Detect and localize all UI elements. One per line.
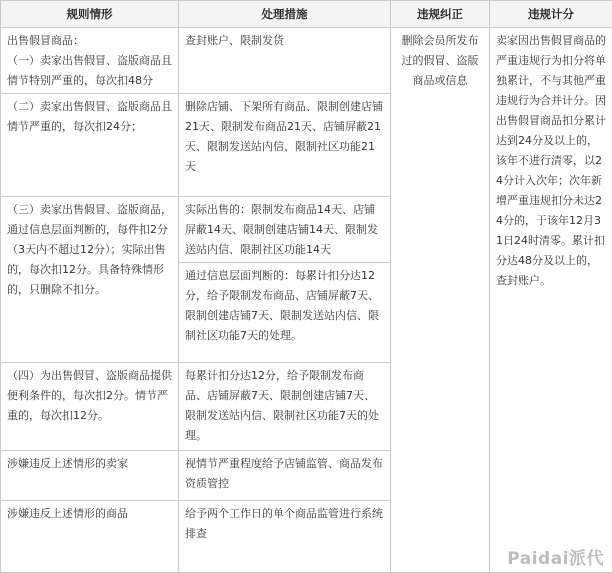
situation-cell: （二）卖家出售假冒、盗版商品且情节严重的，每次扣24分； xyxy=(1,94,179,197)
measure-cell: 每累计扣分达12分，给予限制发布商品、店铺屏蔽7天、限制创建店铺7天、限制发送站内信、限制社区功能7天的处理。 xyxy=(179,363,391,451)
header-measure: 处理措施 xyxy=(179,1,391,28)
header-correction: 违规纠正 xyxy=(391,1,490,28)
header-situation: 规则情形 xyxy=(1,1,179,28)
header-row xyxy=(1,1,612,28)
correction-cell: 删除会员所发布过的假冒、盗版商品或信息 xyxy=(391,28,490,573)
measure-cell: 查封账户、限制发货 xyxy=(179,28,391,94)
situation-cell: 涉嫌违反上述情形的商品 xyxy=(1,501,179,573)
measure-cell: 通过信息层面判断的：每累计扣分达12分，给予限制发布商品、店铺屏蔽7天、限制创建店铺7天、限制发送站内信、限制社区功能7天的处理。 xyxy=(179,263,391,363)
table-row xyxy=(1,28,612,94)
situation-cell: （四）为出售假冒、盗版商品提供便利条件的，每次扣2分。情节严重的，每次扣12分。 xyxy=(1,363,179,451)
measure-cell: 视情节严重程度给予店铺监管、商品发布资质管控 xyxy=(179,451,391,501)
situation-cell: （三）卖家出售假冒、盗版商品，通过信息层面判断的，每件扣2分（3天内不超过12分）；实际出售的，每次扣12分。具备特殊情形的，只删除不扣分。 xyxy=(1,197,179,363)
measure-cell: 删除店铺、下架所有商品、限制创建店铺21天、限制发布商品21天、店铺屏蔽21天、限制发送站内信、限制社区功能21天 xyxy=(179,94,391,197)
scoring-cell: 卖家因出售假冒商品的严重违规行为扣分将单独累计，不与其他严重违规行为合并计分。因出售假冒商品扣分累计达到24分及以上的，该年不进行清零，以24分计入次年；次年新增严重违规扣分未达24分的，于该年12月31日24时清零。累计扣分达48分及以上的，查封账户。 xyxy=(490,28,612,573)
measure-cell: 给予两个工作日的单个商品监管进行系统排查 xyxy=(179,501,391,573)
watermark-logo: Paidai派代 xyxy=(507,549,604,569)
measure-cell: 实际出售的：限制发布商品14天、店铺屏蔽14天、限制创建店铺14天、限制发送站内信、限制社区功能14天 xyxy=(179,197,391,263)
header-scoring: 违规计分 xyxy=(490,1,612,28)
situation-cell: 涉嫌违反上述情形的卖家 xyxy=(1,451,179,501)
situation-cell: 出售假冒商品： （一）卖家出售假冒、盗版商品且情节特别严重的，每次扣48分 xyxy=(1,28,179,94)
